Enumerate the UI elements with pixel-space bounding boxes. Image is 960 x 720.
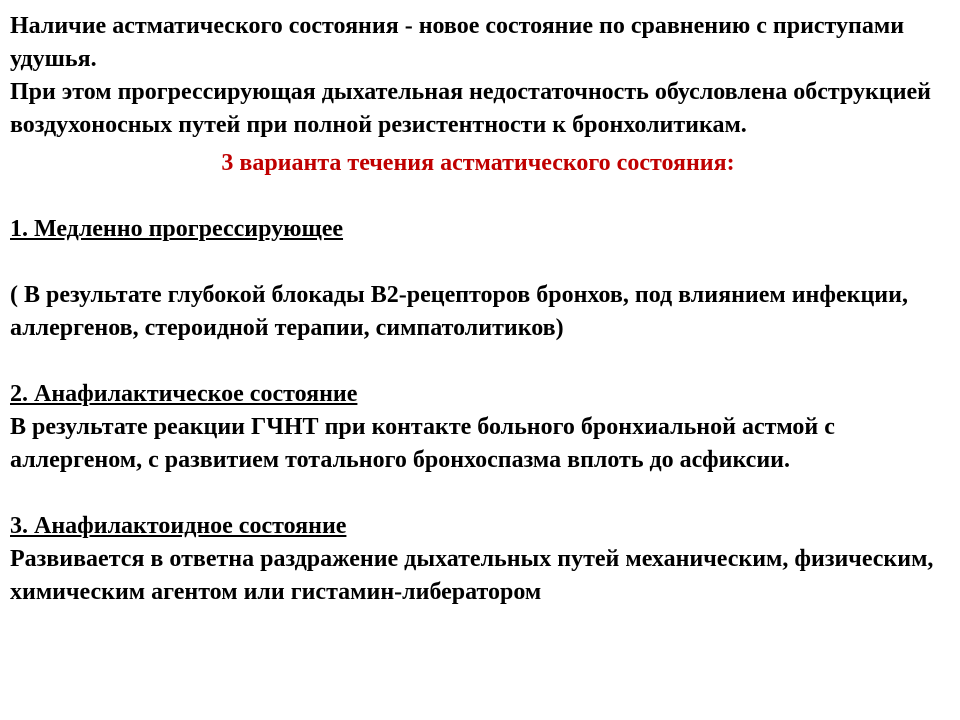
variant-2 [10,378,950,477]
intro-block [10,10,950,142]
spacer [10,477,950,510]
slide-content [10,0,950,609]
intro-paragraph-2: При этом прогрессирующая дыхательная недостаточность обусловлена обструкцией воздухоносных путей при полной резистентности к бронхолитикам. [10,79,931,138]
variant-1-title: 1. Медленно прогрессирующее [10,216,344,242]
spacer [10,345,950,378]
variant-3-title: 3. Анафилактоидное состояние [10,513,347,539]
intro-paragraph-1: Наличие астматического состояния - новое состояние по сравнению с приступами удушья. [10,13,905,72]
spacer [10,180,950,213]
variant-2-text: В результате реакции ГЧНТ при контакте больного бронхиальной астмой с аллергеном, с развитием тотального бронхоспазма вплоть до асфиксии. [10,414,835,473]
variant-3-text: Развивается в ответна раздражение дыхательных путей механическим, физическим, химическим агентом или гистамин-либератором [10,546,934,605]
variant-2-title: 2. Анафилактическое состояние [10,381,358,407]
variant-1-text: ( В результате глубокой блокады В2-рецепторов бронхов, под влиянием инфекции, аллергенов, стероидной терапии, симпатолитиков) [10,282,908,341]
variant-3 [10,510,950,609]
section-heading: 3 варианта течения астматического состояния: [221,150,735,176]
spacer [10,246,950,279]
variant-1 [10,213,950,345]
